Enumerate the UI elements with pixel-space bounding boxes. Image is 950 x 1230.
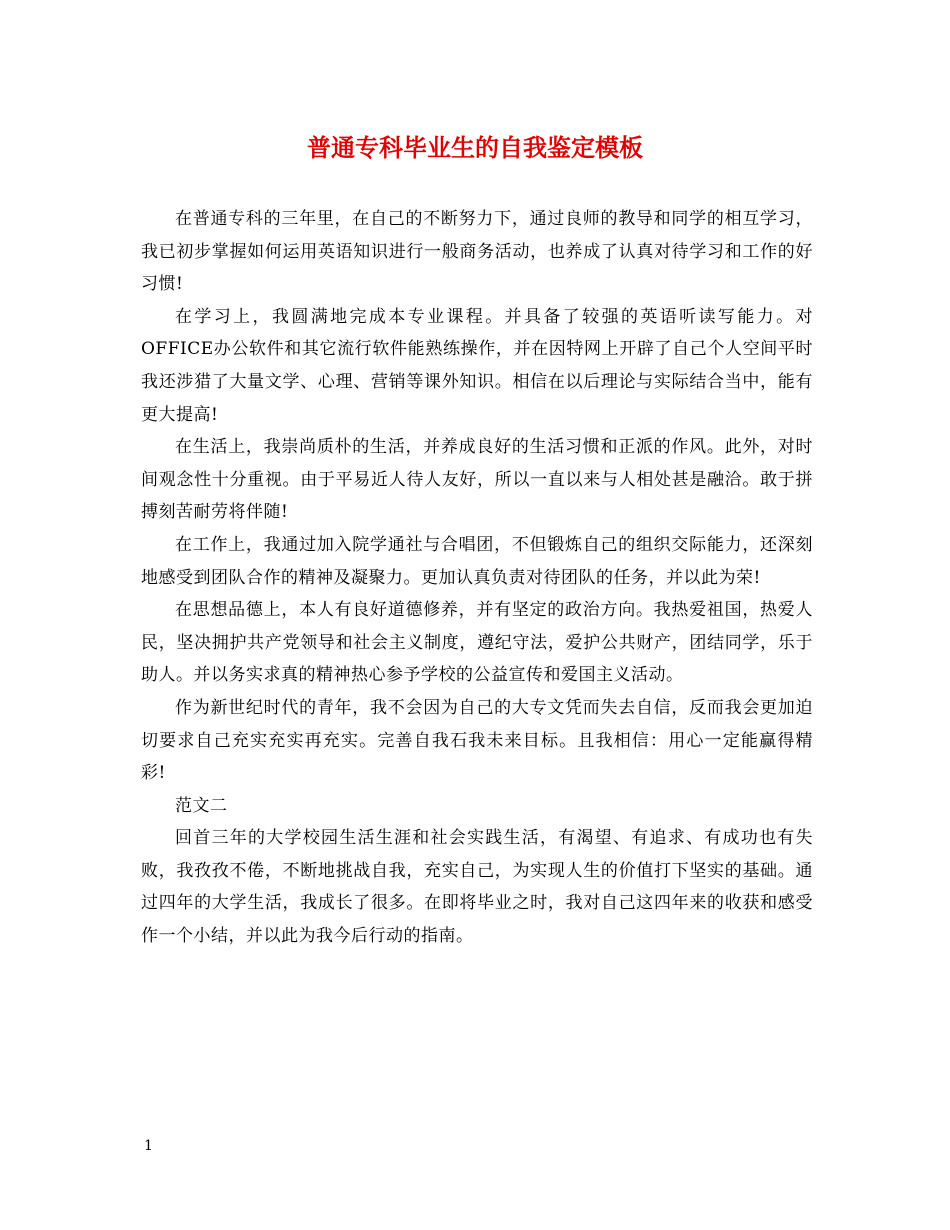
- paragraph: 作为新世纪时代的青年，我不会因为自己的大专文凭而失去自信，反而我会更加迫切要求自己充实充实再充实。完善自我石我未来目标。且我相信：用心一定能赢得精彩!: [141, 697, 813, 784]
- paragraph: 在工作上，我通过加入院学通社与合唱团，不但锻炼自己的组织交际能力，还深刻地感受到团队合作的精神及凝聚力。更加认真负责对待团队的任务，并以此为荣!: [141, 534, 813, 588]
- document-title: 普通专科毕业生的自我鉴定模板: [307, 133, 643, 162]
- paragraph: 回首三年的大学校园生活生涯和社会实践生活，有渴望、有追求、有成功也有失败，我孜孜不倦，不断地挑战自我，充实自己，为实现人生的价值打下坚实的基础。通过四年的大学生活，我成长了很多。在即将毕业之时，我对自己这四年来的收获和感受作一个小结，并以此为我今后行动的指南。: [141, 828, 813, 947]
- paragraph: 在普通专科的三年里，在自己的不断努力下，通过良师的教导和同学的相互学习，我已初步掌握如何运用英语知识进行一般商务活动，也养成了认真对待学习和工作的好习惯!: [141, 209, 813, 295]
- page-number: 1: [144, 1138, 153, 1154]
- paragraph: 在生活上，我崇尚质朴的生活，并养成良好的生活习惯和正派的作风。此外，对时间观念性十分重视。由于平易近人待人友好，所以一直以来与人相处甚是融洽。敢于拼搏刻苦耐劳将伴随!: [141, 437, 813, 523]
- paragraph: 在思想品德上，本人有良好道德修养，并有坚定的政治方向。我热爱祖国，热爱人民，坚决拥护共产党领导和社会主义制度，遵纪守法，爱护公共财产，团结同学，乐于助人。并以务实求真的精神热心参予学校的公益宣传和爱国主义活动。: [141, 600, 813, 686]
- paragraph: 在学习上，我圆满地完成本专业课程。并具备了较强的英语听读写能力。对OFFICE办公软件和其它流行软件能熟练操作，并在因特网上开辟了自己个人空间平时我还涉猎了大量文学、心理、营销等课外知识。相信在以后理论与实际结合当中，能有更大提高!: [141, 306, 813, 425]
- document-body: [141, 203, 813, 953]
- section-heading: 范文二: [175, 795, 228, 816]
